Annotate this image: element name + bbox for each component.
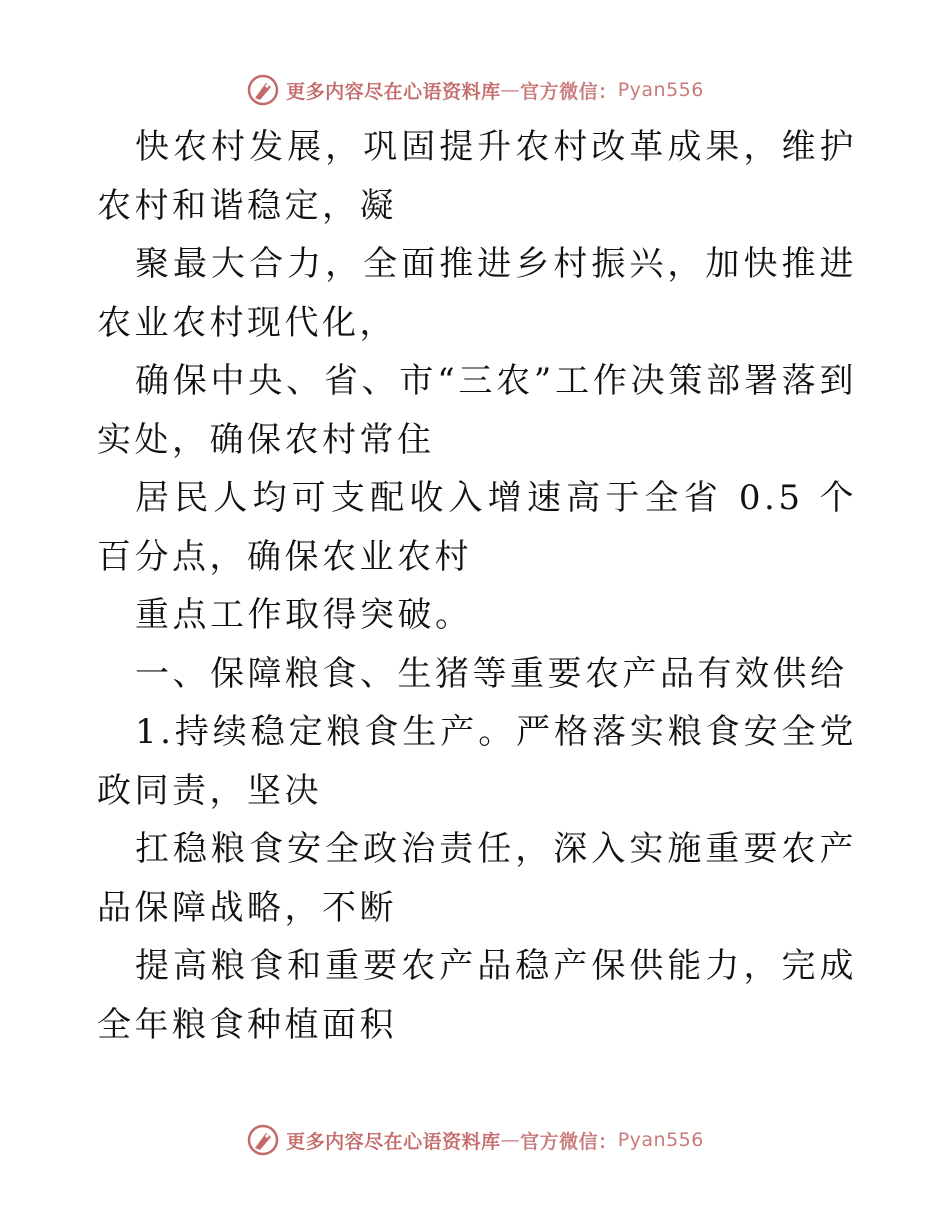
header-watermark: [0, 70, 950, 110]
body-paragraph: 快农村发展，巩固提升农村改革成果，维护农村和谐稳定，凝: [97, 127, 857, 226]
watermark-account: Pyan556: [617, 1129, 704, 1151]
watermark-separator: —: [500, 79, 521, 101]
body-paragraph: 确保中央、省、市“三农”工作决策部署落到实处，确保农村常住: [97, 361, 857, 460]
watermark-separator: —: [500, 1129, 521, 1151]
watermark-account: Pyan556: [617, 79, 704, 101]
watermark-site-text: 更多内容尽在心语资料库: [286, 80, 501, 103]
watermark-wechat-label: 官方微信：: [520, 1130, 618, 1153]
pen-nib-logo-icon: [246, 73, 280, 107]
body-paragraph: 提高粮食和重要农产品稳产保供能力，完成全年粮食种植面积: [97, 946, 857, 1045]
body-paragraph: 聚最大合力，全面推进乡村振兴，加快推进农业农村现代化，: [97, 244, 857, 343]
body-paragraph: 1.持续稳定粮食生产。严格落实粮食安全党政同责，坚决: [97, 712, 857, 811]
body-paragraph: 扛稳粮食安全政治责任，深入实施重要农产品保障战略，不断: [97, 829, 857, 928]
body-paragraph: 重点工作取得突破。: [135, 595, 473, 635]
watermark-wechat-label: 官方微信：: [520, 80, 618, 103]
body-paragraph: 居民人均可支配收入增速高于全省 0.5 个百分点，确保农业农村: [97, 478, 857, 577]
section-heading: 一、保障粮食、生猪等重要农产品有效供给: [135, 653, 848, 694]
footer-watermark: [0, 1120, 950, 1160]
pen-nib-logo-icon: [246, 1123, 280, 1157]
watermark-site-text: 更多内容尽在心语资料库: [286, 1130, 501, 1153]
document-body: [97, 118, 857, 1054]
